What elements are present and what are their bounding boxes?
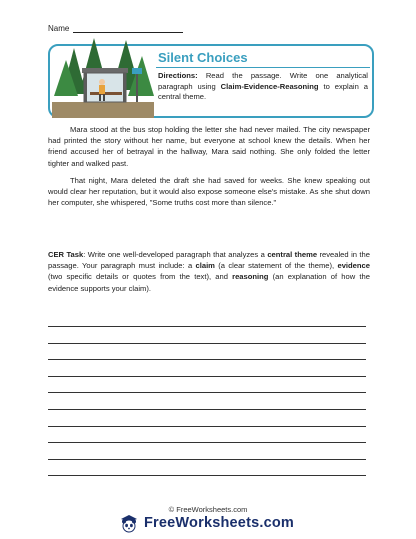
- task-bold: evidence: [337, 261, 370, 271]
- title-divider: [156, 67, 370, 68]
- name-label: Name: [48, 24, 70, 33]
- task-bold: central theme: [267, 250, 318, 259]
- task-text: (two specific details or quotes from the text), and: [48, 272, 233, 282]
- brand-logo: [118, 513, 294, 533]
- directions-label: Directions:: [158, 71, 198, 80]
- brand-name: FreeWorksheets.com: [144, 515, 295, 531]
- passage-paragraph: That night, Mara deleted the draft she had saved for weeks. She knew speaking out would clear her reputation, but it would also expose someone else's mistake. As she shut down her computer, she whispered, "Some truths cost more than silence.": [48, 175, 370, 208]
- writing-line[interactable]: [48, 376, 366, 377]
- bus-stop-illustration: [52, 34, 154, 118]
- writing-line[interactable]: [48, 359, 366, 360]
- writing-line[interactable]: [48, 343, 366, 344]
- cer-task: [48, 249, 370, 294]
- writing-lines[interactable]: [48, 326, 366, 492]
- task-label: CER Task: [48, 250, 84, 259]
- writing-line[interactable]: [48, 442, 366, 443]
- writing-line[interactable]: [48, 459, 366, 460]
- directions-bold: Claim-Evidence-Reasoning: [220, 81, 319, 91]
- writing-line[interactable]: [48, 426, 366, 427]
- task-text: (a clear statement of the theme),: [214, 261, 338, 271]
- writing-line[interactable]: [48, 392, 366, 393]
- name-row: [48, 24, 183, 33]
- writing-line[interactable]: [48, 326, 366, 327]
- directions-text-1: Read the passage. Write one analytical paragraph using: [158, 71, 368, 91]
- task-text: revealed in the passage. Your paragraph must include: a: [48, 250, 370, 271]
- directions: [158, 71, 368, 103]
- reading-passage: [48, 124, 370, 214]
- writing-line[interactable]: [48, 409, 366, 410]
- task-text: (an explanation of how the evidence supports your claim).: [48, 272, 370, 293]
- task-bold: claim: [195, 261, 215, 271]
- copyright-text: © FreeWorksheets.com: [168, 505, 248, 514]
- task-text: : Write one well-developed paragraph that analyzes a: [83, 250, 268, 259]
- panda-icon: [118, 513, 140, 533]
- name-field[interactable]: [73, 24, 183, 33]
- directions-text-2: to explain a central theme.: [158, 81, 368, 101]
- worksheet-title: Silent Choices: [158, 50, 248, 65]
- task-bold: reasoning: [232, 272, 269, 282]
- passage-paragraph: Mara stood at the bus stop holding the letter she had never mailed. The city newspaper had printed the story without her name, but everyone at school knew the details. When her friend accused her of betrayal in the hallway, Mara said nothing. She only folded the letter tighter and walked past.: [48, 125, 370, 168]
- writing-line[interactable]: [48, 475, 366, 476]
